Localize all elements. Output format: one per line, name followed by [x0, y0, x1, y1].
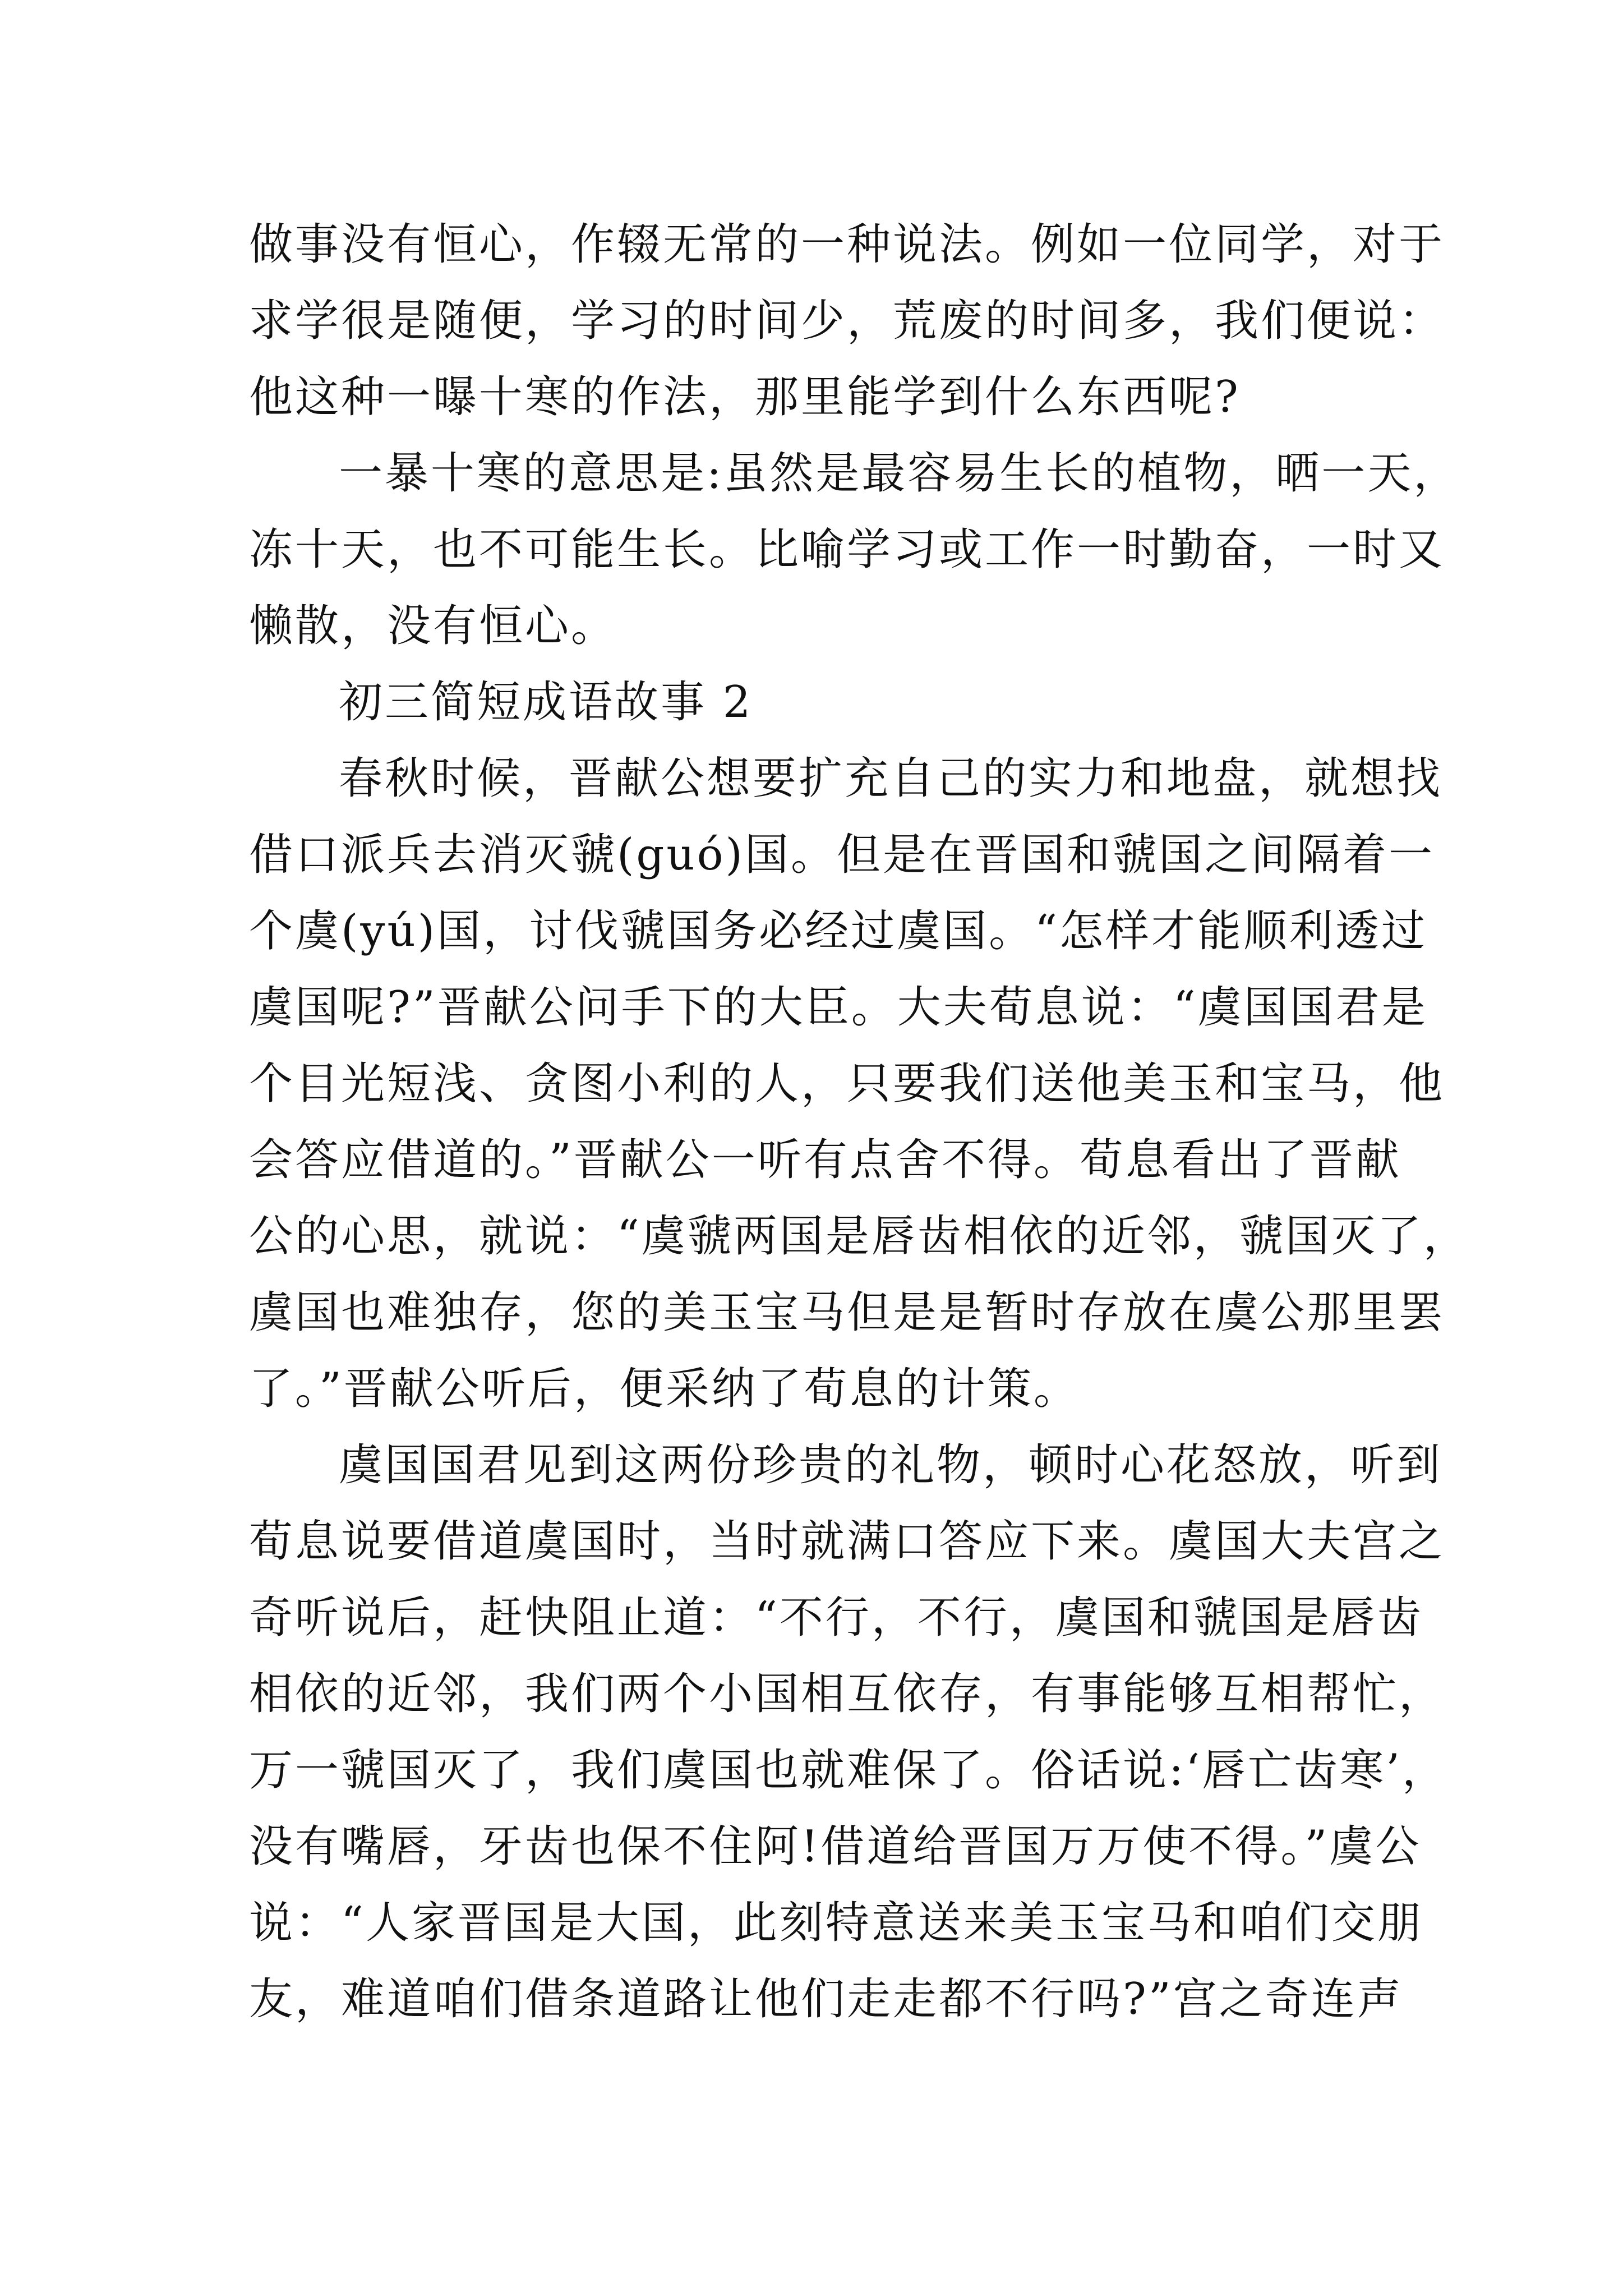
text-line: 冻十天，也不可能生长。比喻学习或工作一时勤奋，一时又 [249, 524, 1445, 575]
paragraph-start-line: 一暴十寒的意思是:虽然是最容易生长的植物，晒一天， [339, 448, 1460, 499]
text-line: 没有嘴唇，牙齿也保不住阿!借道给晋国万万使不得。”虞公 [249, 1821, 1422, 1872]
text-line: 虞国呢?”晋献公问手下的大臣。大夫荀息说：“虞国国君是 [249, 982, 1428, 1033]
text-line: 说：“人家晋国是大国，此刻特意送来美玉宝马和咱们交朋 [249, 1898, 1423, 1948]
text-line: 个目光短浅、贪图小利的人，只要我们送他美玉和宝马，他 [249, 1059, 1445, 1109]
paragraph-start-line: 虞国国君见到这两份珍贵的礼物，顿时心花怒放，听到 [339, 1440, 1443, 1490]
text-line: 他这种一曝十寒的作法，那里能学到什么东西呢? [249, 372, 1241, 422]
section-heading: 初三简短成语故事 2 [339, 677, 753, 728]
text-line: 做事没有恒心，作辍无常的一种说法。例如一位同学，对于 [249, 219, 1445, 270]
text-line: 了。”晋献公听后，便采纳了荀息的计策。 [249, 1364, 1080, 1414]
text-line: 懒散，没有恒心。 [249, 601, 617, 651]
text-line: 借口派兵去消灭虢(guó)国。但是在晋国和虢国之间隔着一 [249, 830, 1435, 880]
text-line: 个虞(yú)国，讨伐虢国务必经过虞国。“怎样才能顺利透过 [249, 906, 1428, 956]
text-line: 公的心思，就说：“虞虢两国是唇齿相依的近邻，虢国灭了， [249, 1211, 1469, 1262]
text-line: 求学很是随便，学习的时间少，荒废的时间多，我们便说： [249, 296, 1445, 346]
text-line: 虞国也难独存，您的美玉宝马但是是暂时存放在虞公那里罢 [249, 1287, 1445, 1338]
text-line: 友，难道咱们借条道路让他们走走都不行吗?”宫之奇连声 [249, 1974, 1403, 2024]
document-body [249, 206, 1469, 2037]
text-line: 奇听说后，赶快阻止道：“不行，不行，虞国和虢国是唇齿 [249, 1593, 1423, 1643]
paragraph-start-line: 春秋时候，晋献公想要扩充自己的实力和地盘，就想找 [339, 753, 1443, 804]
text-line: 相依的近邻，我们两个小国相互依存，有事能够互相帮忙， [249, 1669, 1445, 1719]
text-line: 会答应借道的。”晋献公一听有点舍不得。荀息看出了晋献 [249, 1135, 1401, 1185]
text-line: 荀息说要借道虞国时，当时就满口答应下来。虞国大夫宫之 [249, 1516, 1445, 1567]
text-line: 万一虢国灭了，我们虞国也就难保了。俗话说:‘唇亡齿寒’， [249, 1745, 1448, 1796]
